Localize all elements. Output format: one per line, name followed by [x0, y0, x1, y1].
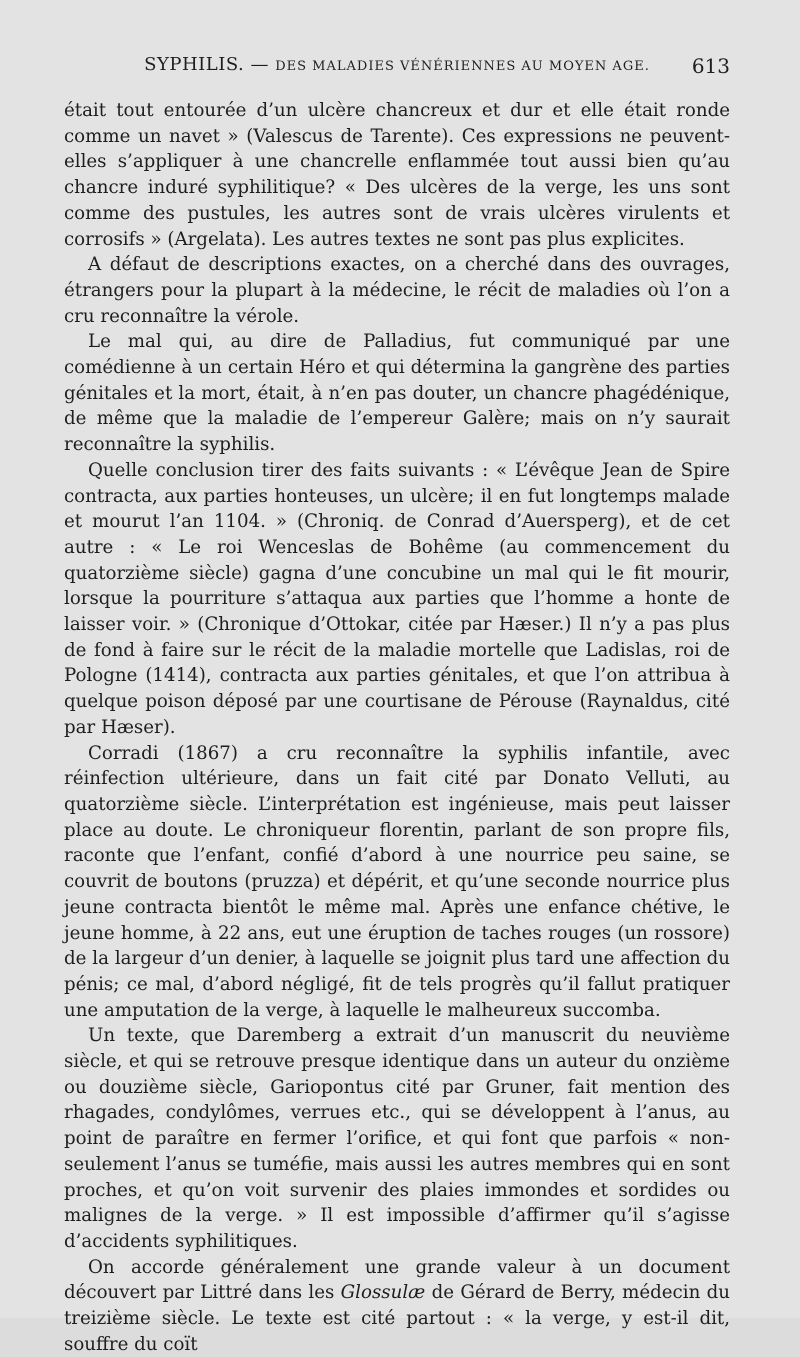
paragraph-continued: était tout entourée d’un ulcère chancreux et dur et elle était ronde comme un navet » (Valescus de Tarente). Ces expressions ne peuvent-elles s’appliquer à une chancrelle enflammée tout aussi bien qu’au chancre induré syphilitique? « Des ulcères de la verge, les uns sont comme des pustules, les autres sont de vrais ulcères virulents et corrosifs » (Argelata). Les autres textes ne sont pas plus explicites. — [64, 100, 730, 250]
paragraph-text: de Gérard de Berry, médecin du treizième siècle. Le texte est cité partout : « la verge, y est-il dit, souffre du coït — [64, 1282, 730, 1355]
paragraph-last — [64, 1255, 730, 1357]
running-head — [64, 54, 730, 75]
page-number: 613 — [691, 54, 730, 78]
italic-title: Glossulæ — [340, 1282, 426, 1304]
paragraph: Un texte, que Daremberg a extrait d’un manuscrit du neuvième siècle, et qui se retrouve presque identique dans un auteur du onzième ou douzième siècle, Gariopontus cité par Gruner, fait mention des rhagades, condylômes, verrues etc., qui se développent à l’anus, au point de paraître en fermer l’orifice, et qui font que parfois « non-seulement l’anus se tuméfie, mais aussi les autres membres qui en sont proches, et qu’on voit survenir des plaies immondes et sordides ou malignes de la verge. » Il est impossible d’affirmer qu’il s’agisse d’accidents syphilitiques. — [64, 1025, 730, 1252]
body-text — [64, 98, 730, 1357]
paragraph: Corradi (1867) a cru reconnaître la syphilis infantile, avec réinfection ultérieure, dans un fait cité par Donato Velluti, au quatorzième siècle. L’interprétation est ingénieuse, mais peut laisser place au doute. Le chroniqueur florentin, parlant de son propre fils, raconte que l’enfant, confié d’abord à une nourrice peu saine, se couvrit de boutons (pruzza) et dépérit, et qu’une seconde nourrice plus jeune contracta bientôt le même mal. Après une enfance chétive, le jeune homme, à 22 ans, eut une éruption de taches rouges (un rossore) de la largeur d’un denier, à laquelle se joignit plus tard une affection du pénis; ce mal, d’abord négligé, fit de tels progrès qu’il fallut pratiquer une amputation de la verge, à laquelle le malheureux succomba. — [64, 742, 730, 1021]
paragraph-text: On accorde généralement une grande valeur à un document découvert par Littré dans les — [64, 1256, 730, 1304]
running-head-main: SYPHILIS. — [144, 54, 245, 75]
paragraph: Le mal qui, au dire de Palladius, fut communiqué par une comédienne à un certain Héro et qui détermina la gangrène des parties génitales et la mort, était, à n’en pas douter, un chancre phagédénique, de même que la maladie de l’empereur Galère; mais on n’y saurait reconnaître la syphilis. — [64, 331, 730, 456]
running-head-sub: DES MALADIES VÉNÉRIENNES AU MOYEN AGE. — [275, 59, 650, 74]
page-header — [64, 50, 730, 80]
paragraph: A défaut de descriptions exactes, on a cherché dans des ouvrages, étrangers pour la plupart à la médecine, le récit de maladies où l’on a cru reconnaître la vérole. — [64, 254, 730, 327]
paragraph: Quelle conclusion tirer des faits suivants : « L’évêque Jean de Spire contracta, aux parties honteuses, un ulcère; il en fut longtemps malade et mourut l’an 1104. » (Chroniq. de Conrad d’Auersperg), et de cet autre : « Le roi Wenceslas de Bohême (au commencement du quatorzième siècle) gagna d’une concubine un mal qui le fit mourir, lorsque la pourriture s’attaqua aux parties que l’homme a honte de laisser voir. » (Chronique d’Ottokar, citée par Hæser.) Il n’y a pas plus de fond à faire sur le récit de la maladie mortelle que Ladislas, roi de Pologne (1414), contracta aux parties génitales, et que l’on attribua à quelque poison déposé par une courtisane de Pérouse (Raynaldus, cité par Hæser). — [64, 459, 730, 738]
running-head-dash: — — [250, 54, 269, 75]
